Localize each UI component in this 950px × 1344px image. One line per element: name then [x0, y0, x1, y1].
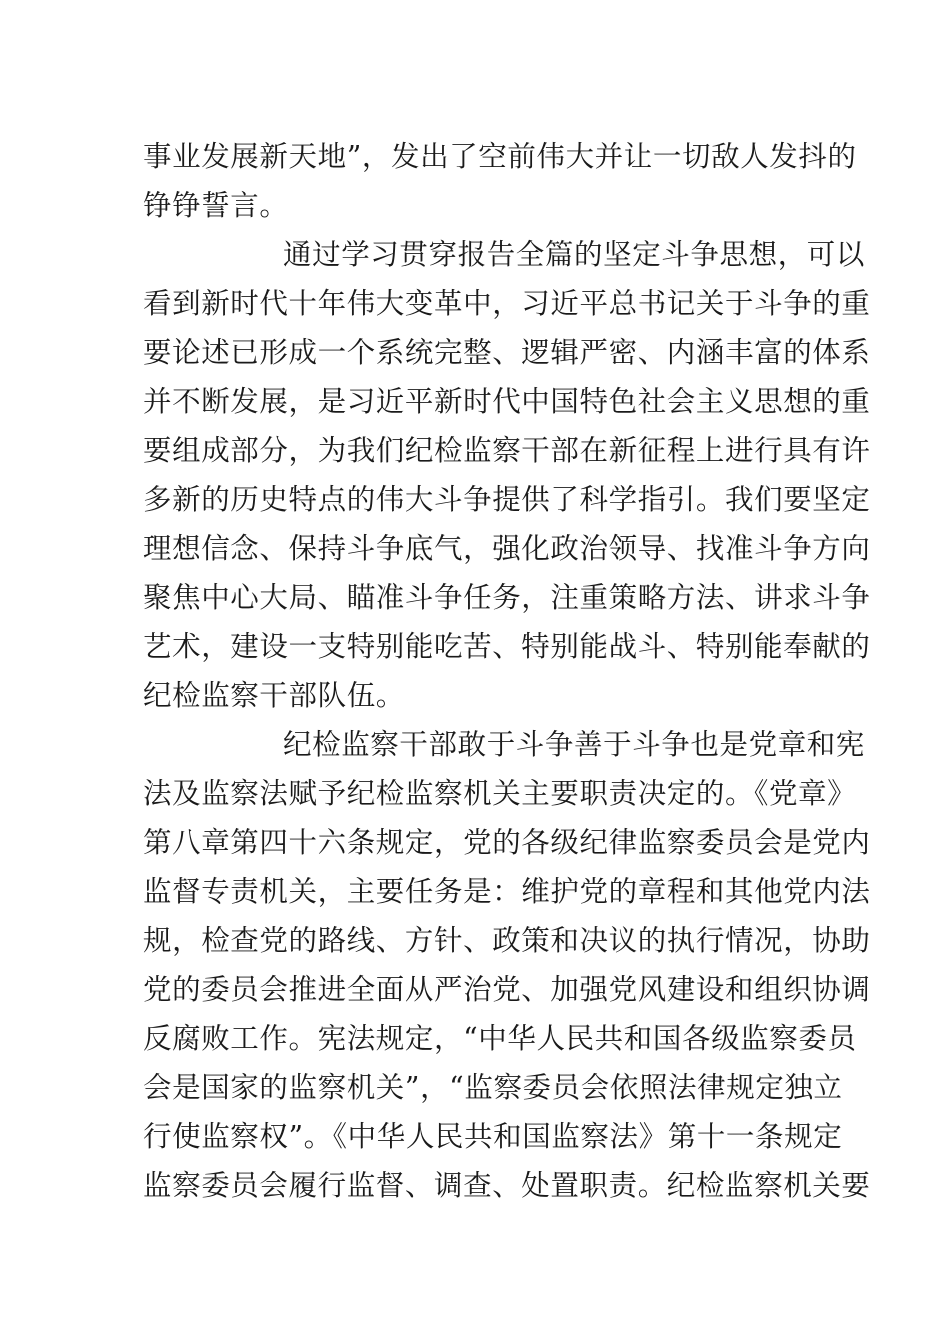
- text-line: 法及监察法赋予纪检监察机关主要职责决定的。《党章》: [143, 777, 857, 810]
- text-line: 规，检查党的路线、方针、政策和决议的执行情况，协助: [143, 924, 871, 957]
- paragraph-first-line: 通过学习贯穿报告全篇的坚定斗争思想，可以: [283, 238, 866, 271]
- text-line: 看到新时代十年伟大变革中，习近平总书记关于斗争的重: [143, 287, 871, 320]
- paragraph-first-line: 纪检监察干部敢于斗争善于斗争也是党章和宪: [283, 728, 866, 761]
- text-line: 聚焦中心大局、瞄准斗争任务，注重策略方法、讲求斗争: [143, 581, 871, 614]
- text-line: 要组成部分，为我们纪检监察干部在新征程上进行具有许: [143, 434, 871, 467]
- text-line: 事业发展新天地”，发出了空前伟大并让一切敌人发抖的: [143, 140, 857, 173]
- text-line: 第八章第四十六条规定，党的各级纪律监察委员会是党内: [143, 826, 871, 859]
- text-line: 多新的历史特点的伟大斗争提供了科学指引。我们要坚定: [143, 483, 871, 516]
- text-line: 理想信念、保持斗争底气，强化政治领导、找准斗争方向: [143, 532, 871, 565]
- document-body: [143, 132, 871, 1210]
- text-line: 党的委员会推进全面从严治党、加强党风建设和组织协调: [143, 973, 871, 1006]
- text-line: 要论述已形成一个系统完整、逻辑严密、内涵丰富的体系: [143, 336, 871, 369]
- text-line: 监督专责机关，主要任务是：维护党的章程和其他党内法: [143, 875, 871, 908]
- text-line: 监察委员会履行监督、调查、处置职责。纪检监察机关要: [143, 1169, 871, 1202]
- text-line: 艺术，建设一支特别能吃苦、特别能战斗、特别能奉献的: [143, 630, 871, 663]
- text-line: 纪检监察干部队伍。: [143, 679, 405, 712]
- text-line: 反腐败工作。宪法规定，“中华人民共和国各级监察委员: [143, 1022, 857, 1055]
- text-line: 会是国家的监察机关”，“监察委员会依照法律规定独立: [143, 1071, 843, 1104]
- text-line: 铮铮誓言。: [143, 189, 289, 222]
- text-line: 行使监察权”。《中华人民共和国监察法》第十一条规定: [143, 1120, 843, 1153]
- text-line: 并不断发展，是习近平新时代中国特色社会主义思想的重: [143, 385, 871, 418]
